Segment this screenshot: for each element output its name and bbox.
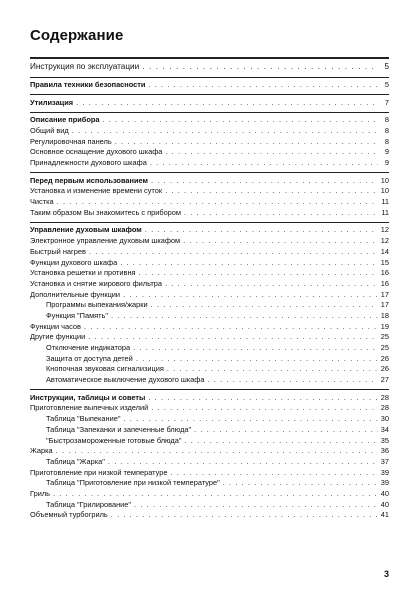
toc-entry-label: Приготовление выпечных изделий (30, 403, 149, 413)
toc-entry[interactable] (30, 279, 389, 290)
toc-entry[interactable] (30, 510, 389, 521)
toc-entry-label: Программы выпекания/жарки (46, 300, 148, 310)
toc-entry-page: 40 (380, 488, 389, 498)
toc-entry-label: Кнопочная звуковая сигнализиция (46, 364, 164, 374)
toc-entry-page: 15 (380, 257, 389, 267)
toc-entry-page: 39 (380, 467, 389, 477)
leader-dots (111, 510, 378, 521)
toc-entry-page: 36 (380, 446, 389, 456)
toc-entry-page: 26 (380, 364, 389, 374)
toc-entry-label: Таблица "Грилирование" (46, 499, 132, 509)
toc-entry[interactable] (30, 403, 389, 414)
toc-entry-page: 10 (380, 175, 389, 185)
toc-entry[interactable] (30, 300, 389, 311)
toc-entry-page: 16 (380, 268, 389, 278)
toc-entry-page: 25 (380, 343, 389, 353)
toc-entry-page: 12 (380, 236, 389, 246)
toc-entry[interactable] (30, 436, 389, 447)
toc-entry[interactable] (30, 343, 389, 354)
toc-entry[interactable] (30, 197, 389, 208)
toc-entry[interactable] (30, 147, 389, 158)
toc-entry[interactable] (30, 425, 389, 436)
toc-entry[interactable] (30, 500, 389, 511)
toc-entry-page: 41 (380, 510, 389, 520)
toc-entry-page: 7 (384, 97, 389, 107)
section-divider (30, 112, 389, 113)
toc-entry[interactable] (30, 489, 389, 500)
toc-entry-label: Быстрый нагрев (30, 246, 86, 256)
toc-entry-page: 5 (384, 62, 389, 71)
leader-dots (167, 364, 378, 375)
leader-dots (123, 414, 377, 425)
leader-dots (133, 343, 378, 354)
leader-dots (108, 457, 378, 468)
toc-entry-page: 8 (384, 136, 389, 146)
toc-entry[interactable] (30, 290, 389, 301)
toc-entry-label: Регулировочная панель (30, 136, 112, 146)
leader-dots (134, 500, 378, 511)
toc-entry-label: Установка решетки и противня (30, 268, 136, 278)
toc-section-heading[interactable] (30, 80, 389, 91)
leader-dots (148, 393, 377, 404)
leader-dots (53, 489, 378, 500)
leader-dots (111, 311, 378, 322)
toc-entry-label: Утилизация (30, 97, 74, 107)
leader-dots (139, 268, 378, 279)
section-divider (30, 57, 389, 59)
toc-entry-page: 17 (380, 300, 389, 310)
toc-entry-label: Принадлежности духового шкафа (30, 158, 147, 168)
toc-entry-page: 18 (380, 310, 389, 320)
toc-entry-label: Основное оснащение духового шкафа (30, 147, 163, 157)
toc-entry[interactable] (30, 247, 389, 258)
toc-entry-page: 19 (380, 321, 389, 331)
leader-dots (184, 208, 378, 219)
toc-entry[interactable] (30, 414, 389, 425)
page-number: 3 (383, 569, 389, 579)
toc-entry-page: 11 (381, 197, 389, 207)
leader-dots (115, 137, 378, 148)
leader-dots (151, 403, 378, 414)
toc-entry-label: Чистка (30, 197, 54, 207)
table-of-contents (30, 57, 389, 525)
toc-entry[interactable] (30, 468, 389, 479)
toc-entry-label: Приготовление при низкой температуре (30, 467, 168, 477)
toc-entry-page: 39 (380, 478, 389, 488)
leader-dots (151, 176, 378, 187)
toc-section-heading[interactable] (30, 98, 389, 109)
toc-entry-label: Автоматическое выключение духового шкафа (46, 375, 205, 385)
toc-entry-label: Дополнительные функции (30, 289, 121, 299)
toc-entry-page: 35 (380, 435, 389, 445)
leader-dots (151, 300, 378, 311)
toc-entry-label: Таблица "Запеканки и запеченные блюда" (46, 424, 192, 434)
toc-entry-label: Таблица "Жарка" (46, 456, 105, 466)
toc-entry-label: Гриль (30, 488, 50, 498)
toc-entry-page: 8 (384, 115, 389, 125)
toc-entry-label: Таблица "Приготовление при низкой температуре" (46, 478, 220, 488)
toc-entry[interactable] (30, 457, 389, 468)
toc-entry-page: 12 (380, 225, 389, 235)
leader-dots (142, 60, 378, 73)
toc-entry-label: Общий вид (30, 126, 69, 136)
toc-entry-label: Инструкции, таблицы и советы (30, 392, 146, 402)
toc-entry[interactable] (30, 268, 389, 279)
toc-entry-label: Другие функции (30, 332, 86, 342)
toc-entry-label: Таким образом Вы знакомитесь с прибором (30, 207, 181, 217)
leader-dots (150, 158, 378, 169)
toc-entry-page: 8 (384, 126, 389, 136)
toc-entry[interactable] (30, 322, 389, 333)
leader-dots (184, 436, 377, 447)
toc-entry-label: Защита от доступа детей (46, 353, 133, 363)
toc-entry[interactable] (30, 236, 389, 247)
toc-entry-page: 17 (380, 289, 389, 299)
toc-entry-page: 9 (384, 158, 389, 168)
section-divider (30, 94, 389, 95)
toc-entry-page: 10 (380, 186, 389, 196)
toc-entry-page: 16 (380, 278, 389, 288)
toc-entry-page: 28 (380, 392, 389, 402)
section-divider (30, 222, 389, 223)
leader-dots (170, 468, 377, 479)
toc-section-heading[interactable] (30, 393, 389, 404)
toc-entry-page: 30 (380, 414, 389, 424)
toc-entry-label: Описание прибора (30, 115, 100, 125)
toc-entry-page: 25 (380, 332, 389, 342)
toc-entry[interactable] (30, 446, 389, 457)
toc-entry[interactable] (30, 311, 389, 322)
toc-entry-label: Объемный турбогриль (30, 510, 108, 520)
leader-dots (136, 354, 378, 365)
toc-entry-label: Правила техники безопасности (30, 79, 146, 89)
toc-section-heading[interactable] (30, 225, 389, 236)
section-divider (30, 389, 389, 390)
leader-dots (72, 126, 378, 137)
toc-section-heading[interactable] (30, 60, 389, 73)
toc-entry[interactable] (30, 364, 389, 375)
toc-entry[interactable] (30, 208, 389, 219)
toc-entry-page: 28 (380, 403, 389, 413)
toc-entry[interactable] (30, 137, 389, 148)
toc-entry[interactable] (30, 354, 389, 365)
toc-entry-label: Инструкция по эксплуатации (30, 62, 140, 71)
toc-entry-label: Отключение индикатора (46, 343, 131, 353)
toc-entry-page: 40 (380, 499, 389, 509)
leader-dots (123, 290, 378, 301)
leader-dots (145, 225, 378, 236)
toc-entry[interactable] (30, 258, 389, 269)
leader-dots (223, 478, 378, 489)
toc-entry-label: Установка и изменение времени суток (30, 186, 163, 196)
page-title: Содержание (30, 27, 124, 44)
toc-entry-page: 34 (380, 424, 389, 434)
toc-entry-page: 14 (380, 246, 389, 256)
toc-entry[interactable] (30, 158, 389, 169)
toc-entry-label: Функции духового шкафа (30, 257, 118, 267)
leader-dots (183, 236, 378, 247)
toc-entry-label: Установка и снятие жирового фильтра (30, 278, 162, 288)
toc-entry-label: "Быстрозамороженные готовые блюда" (46, 435, 182, 445)
toc-entry-page: 27 (380, 375, 389, 385)
leader-dots (84, 322, 378, 333)
leader-dots (56, 446, 378, 457)
leader-dots (76, 98, 378, 109)
toc-entry-page: 37 (380, 456, 389, 466)
leader-dots (120, 258, 378, 269)
leader-dots (165, 147, 378, 158)
toc-entry[interactable] (30, 478, 389, 489)
leader-dots (89, 247, 378, 258)
leader-dots (207, 375, 377, 386)
leader-dots (57, 197, 378, 208)
section-divider (30, 172, 389, 173)
toc-entry-label: Электронное управление духовым шкафом (30, 236, 181, 246)
toc-entry[interactable] (30, 186, 389, 197)
toc-entry-page: 11 (381, 207, 389, 217)
toc-entry-label: Таблица "Выпекание" (46, 414, 121, 424)
toc-entry[interactable] (30, 332, 389, 343)
leader-dots (102, 115, 378, 126)
leader-dots (194, 425, 378, 436)
toc-section-heading[interactable] (30, 176, 389, 187)
leader-dots (148, 80, 378, 91)
toc-entry[interactable] (30, 126, 389, 137)
toc-entry-label: Функция "Память" (46, 310, 109, 320)
toc-entry-label: Функции часов (30, 321, 81, 331)
toc-entry-label: Перед первым использованием (30, 175, 148, 185)
section-divider (30, 77, 389, 78)
toc-entry-label: Управление духовым шкафом (30, 225, 142, 235)
toc-entry[interactable] (30, 375, 389, 386)
toc-entry-page: 26 (380, 353, 389, 363)
toc-section-heading[interactable] (30, 115, 389, 126)
toc-entry-page: 5 (384, 79, 389, 89)
leader-dots (165, 186, 378, 197)
toc-entry-label: Жарка (30, 446, 53, 456)
leader-dots (88, 332, 378, 343)
toc-entry-page: 9 (384, 147, 389, 157)
leader-dots (165, 279, 378, 290)
